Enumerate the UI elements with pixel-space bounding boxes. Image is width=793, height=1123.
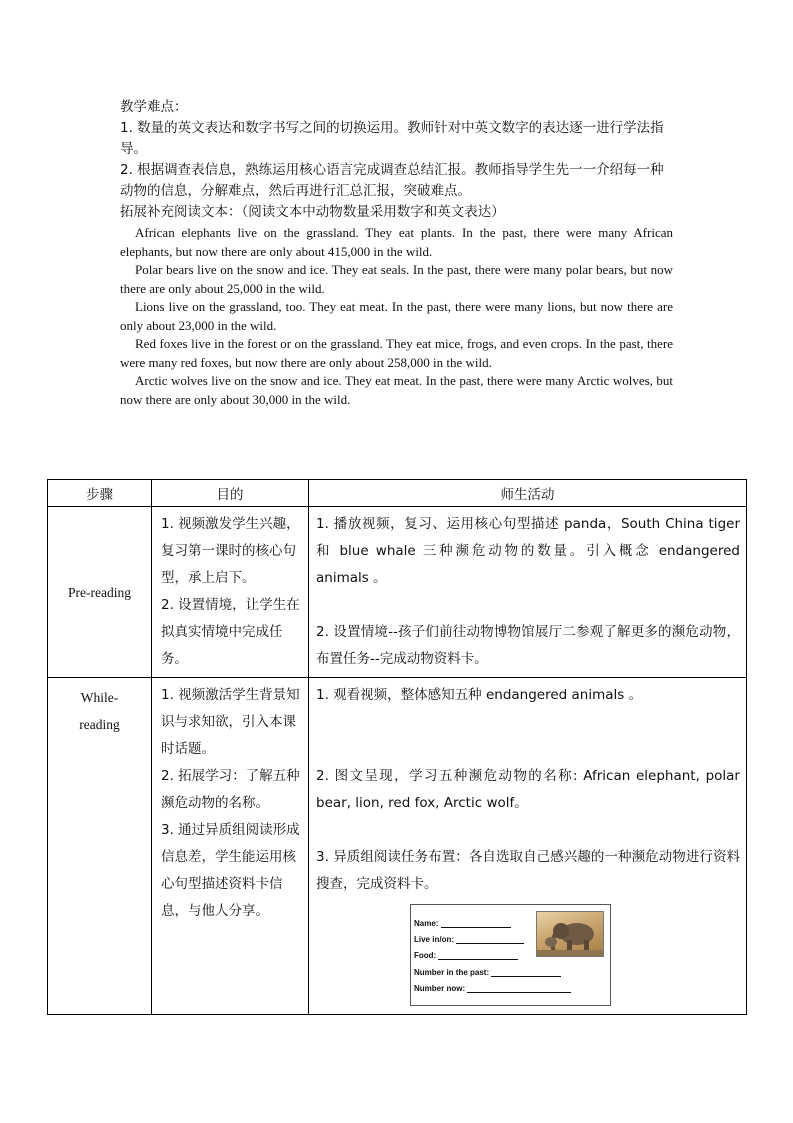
- card-field-name: Name:: [414, 919, 511, 928]
- goal-cell-pre-reading: [152, 507, 309, 678]
- goal-item: 1. 视频激活学生背景知识与求知欲，引入本课时话题。: [161, 687, 300, 757]
- header-activity: 师生活动: [309, 480, 747, 507]
- activity-item: 1. 观看视频，整体感知五种 endangered animals 。: [316, 687, 643, 703]
- lesson-steps-table: [47, 479, 747, 1015]
- reading-paragraph-elephants: African elephants live on the grassland. They eat plants. In the past, there were many African elephants, but now there are only about 415,000 in the wild.: [120, 225, 673, 259]
- difficulty-item-1: 1. 数量的英文表达和数字书写之间的切换运用。教师针对中英文数字的表达逐一进行学法指导。: [120, 120, 664, 157]
- reading-text: [120, 224, 673, 409]
- reading-paragraph-arctic-wolves: Arctic wolves live on the snow and ice. They eat meat. In the past, there were many Arctic wolves, but now there are only about 30,000 in the wild.: [120, 373, 673, 407]
- elephant-photo: [536, 911, 604, 957]
- difficulty-item-2: 2. 根据调查表信息，熟练运用核心语言完成调查总结汇报。教师指导学生先一一介绍每一种动物的信息，分解难点，然后再进行汇总汇报，突破难点。: [120, 162, 664, 199]
- card-field-number-past: Number in the past:: [414, 968, 561, 977]
- goal-item: 3. 通过异质组阅读形成信息差，学生能运用核心句型描述资料卡信息，与他人分享。: [161, 822, 300, 919]
- table-row-pre-reading: [48, 507, 747, 678]
- header-goal: 目的: [152, 480, 309, 507]
- card-field-live: Live in/on:: [414, 935, 524, 944]
- goal-cell-while-reading: [152, 678, 309, 1015]
- goal-item: 2. 拓展学习：了解五种濒危动物的名称。: [161, 768, 300, 811]
- activity-item: 1. 播放视频，复习、运用核心句型描述 panda，South China tiger 和 blue whale 三种濒危动物的数量。引入概念 endangered animals 。: [316, 516, 740, 586]
- activity-cell-pre-reading: [309, 507, 747, 678]
- reading-paragraph-lions: Lions live on the grassland, too. They eat meat. In the past, there were many lions, but now there are only about 23,000 in the wild.: [120, 299, 673, 333]
- step-while-reading: [48, 678, 152, 1015]
- activity-item: 3. 异质组阅读任务布置：各自选取自己感兴趣的一种濒危动物进行资料搜查，完成资料卡。: [316, 849, 740, 892]
- reading-heading: 拓展补充阅读文本：（阅读文本中动物数量采用数字和英文表达）: [120, 204, 505, 220]
- elephant-icon: [537, 912, 603, 956]
- goal-item: 1. 视频激发学生兴趣，复习第一课时的核心句型，承上启下。: [161, 516, 300, 586]
- activity-item: 2. 设置情境--孩子们前往动物博物馆展厅二参观了解更多的濒危动物，布置任务--完成动物资料卡。: [316, 624, 740, 667]
- activity-item: 2. 图文呈现，学习五种濒危动物的名称: African elephant, polar bear, lion, red fox, Arctic wolf。: [316, 768, 740, 811]
- teaching-notes: [120, 97, 673, 409]
- activity-cell-while-reading: [309, 678, 747, 1015]
- reading-paragraph-polar-bears: Polar bears live on the snow and ice. They eat seals. In the past, there were many polar bears, but now there are only about 25,000 in the wild.: [120, 262, 673, 296]
- table-header-row: [48, 480, 747, 507]
- reading-paragraph-red-foxes: Red foxes live in the forest or on the grassland. They eat mice, frogs, and even crops. In the past, there were many red foxes, but now there are only about 258,000 in the wild.: [120, 336, 673, 370]
- difficulties-heading: 教学难点：: [120, 99, 188, 115]
- step-line: While-: [80, 690, 119, 705]
- table-row-while-reading: [48, 678, 747, 1015]
- animal-info-card: [410, 904, 611, 1006]
- header-step: 步骤: [48, 480, 152, 507]
- card-field-food: Food:: [414, 951, 518, 960]
- card-field-number-now: Number now:: [414, 984, 571, 993]
- step-line: reading: [79, 717, 120, 732]
- goal-item: 2. 设置情境，让学生在拟真实情境中完成任务。: [161, 597, 300, 667]
- step-pre-reading: Pre-reading: [48, 507, 152, 678]
